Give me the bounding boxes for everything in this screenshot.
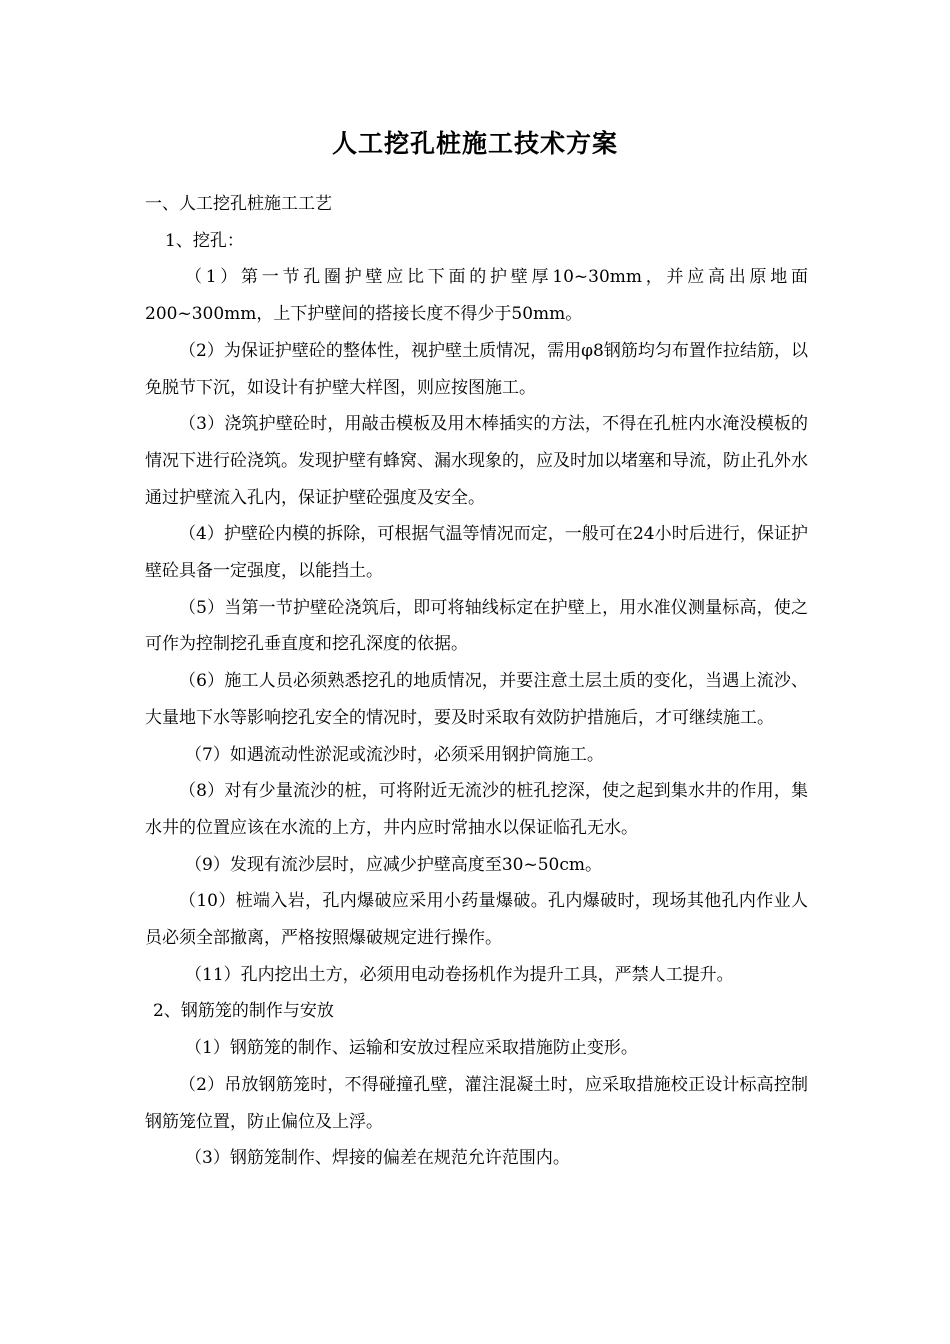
document-body (145, 186, 808, 1177)
paragraph-item-9: （9）发现有流沙层时，应减少护壁高度至30~50cm。 (185, 854, 602, 875)
subsection-heading-digging: 1、挖孔： (165, 230, 244, 251)
paragraph-item-11: （11）孔内挖出土方，必须用电动卷扬机作为提升工具，严禁人工提升。 (185, 964, 734, 985)
paragraph-item-5: （5）当第一节护壁砼浇筑后，即可将轴线标定在护壁上，用水准仪测量标高，使之可作为控制挖孔垂直度和挖孔深度的依据。 (145, 597, 808, 655)
section-heading: 一、人工挖孔桩施工工艺 (145, 194, 332, 214)
paragraph-item-7: （7）如遇流动性淤泥或流沙时，必须采用钢护筒施工。 (185, 744, 604, 765)
paragraph-item-2: （2）为保证护壁砼的整体性，视护壁土质情况，需用φ8钢筋均匀布置作拉结筋，以免脱节下沉，如设计有护壁大样图，则应按图施工。 (145, 340, 808, 398)
paragraph-rebar-item-3: （3）钢筋笼制作、焊接的偏差在规范允许范围内。 (185, 1148, 570, 1169)
subsection-heading-rebar-cage: 2、钢筋笼的制作与安放 (153, 1001, 334, 1022)
paragraph-rebar-item-1: （1）钢筋笼的制作、运输和安放过程应采取措施防止变形。 (185, 1038, 638, 1059)
paragraph-item-8: （8）对有少量流沙的桩，可将附近无流沙的桩孔挖深，使之起到集水井的作用，集水井的位置应该在水流的上方，井内应时常抽水以保证临孔无水。 (145, 781, 808, 838)
paragraph-rebar-item-2: （2）吊放钢筋笼时，不得碰撞孔壁，灌注混凝土时，应采取措施校正设计标高控制钢筋笼位置，防止偏位及上浮。 (145, 1074, 808, 1132)
paragraph-item-6: （6）施工人员必须熟悉挖孔的地质情况，并要注意土层土质的变化，当遇上流沙、大量地下水等影响挖孔安全的情况时，要及时采取有效防护措施后，才可继续施工。 (145, 671, 808, 728)
paragraph-item-4: （4）护壁砼内模的拆除，可根据气温等情况而定，一般可在24小时后进行，保证护壁砼具备一定强度，以能挡土。 (145, 524, 808, 582)
paragraph-item-1: （1）第一节孔圈护壁应比下面的护壁厚10~30mm，并应高出原地面200~300mm，上下护壁间的搭接长度不得少于50mm。 (145, 267, 808, 325)
document-title: 人工挖孔桩施工技术方案 (331, 129, 618, 158)
paragraph-item-3: （3）浇筑护壁砼时，用敲击模板及用木棒插实的方法，不得在孔桩内水淹没模板的情况下进行砼浇筑。发现护壁有蜂窝、漏水现象的，应及时加以堵塞和导流，防止孔外水通过护壁流入孔内，保证护壁砼强度及安全。 (145, 414, 808, 508)
paragraph-item-10: （10）桩端入岩，孔内爆破应采用小药量爆破。孔内爆破时，现场其他孔内作业人员必须全部撤离，严格按照爆破规定进行操作。 (145, 891, 808, 949)
